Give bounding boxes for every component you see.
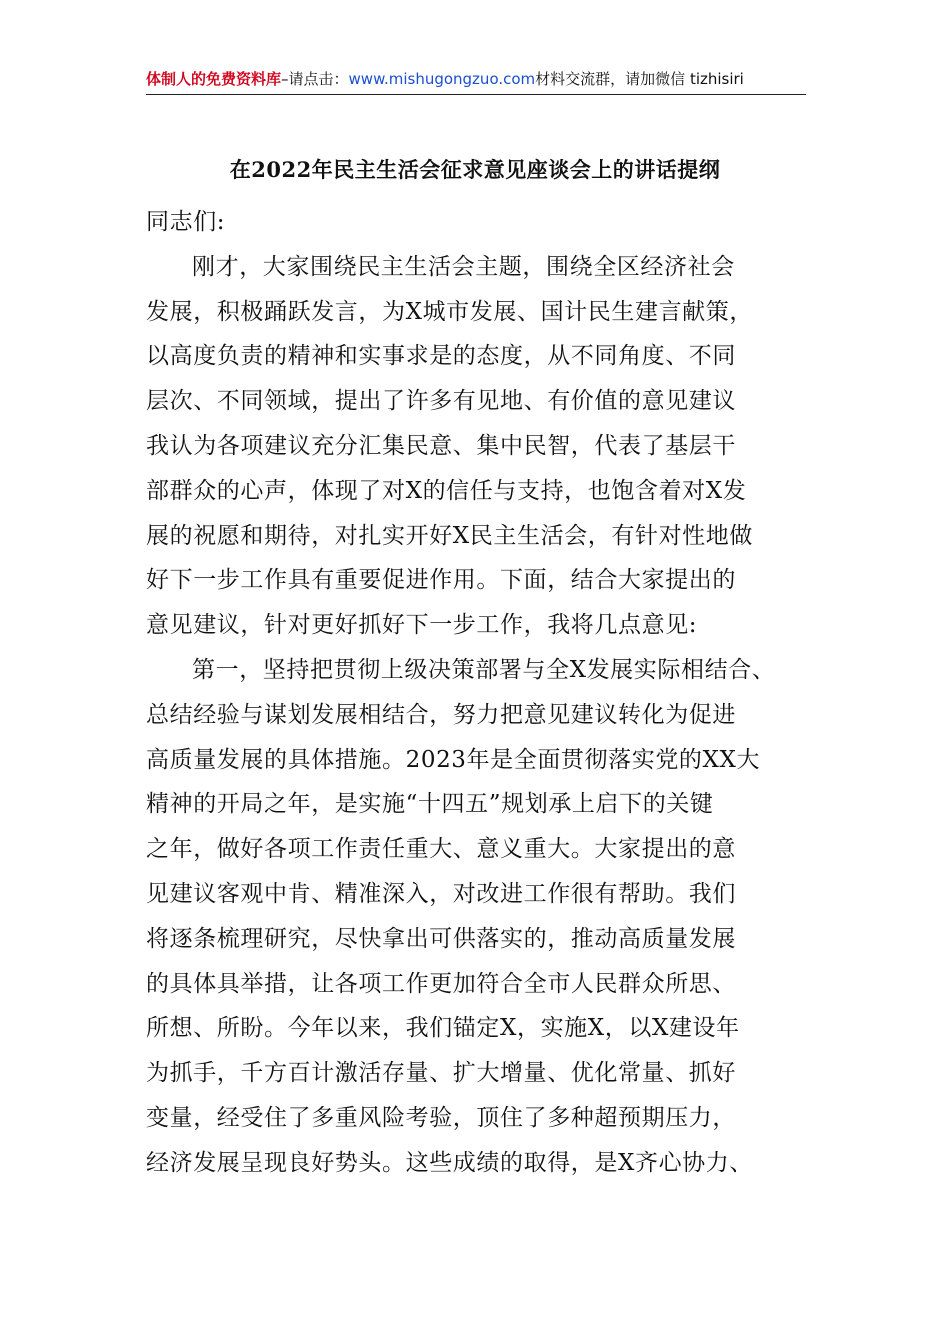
paragraph-line: 所想、所盼。今年以来，我们锚定X，实施X，以X建设年 [146,1015,740,1042]
header-prompt: –请点击： [281,70,349,88]
paragraph-line: 我认为各项建议充分汇集民意、集中民智，代表了基层干 [146,432,736,459]
paragraph-line: 变量，经受住了多重风险考验，顶住了多种超预期压力， [146,1104,736,1131]
header-brand: 体制人的免费资料库 [146,70,282,88]
header-note: 材料交流群，请加微信 tizhisiri [535,70,744,88]
paragraph-line: 高质量发展的具体措施。2023年是全面贯彻落实党的XX大 [146,746,761,773]
paragraph-line: 为抓手，千方百计激活存量、扩大增量、优化常量、抓好 [146,1060,736,1087]
paragraph-line: 展的祝愿和期待，对扎实开好X民主生活会，有针对性地做 [146,522,753,549]
paragraph-line: 第一，坚持把贯彻上级决策部署与全X发展实际相结合、 [192,656,776,683]
paragraph-line: 见建议客观中肯、精准深入，对改进工作很有帮助。我们 [146,880,736,907]
salutation: 同志们: [146,209,226,235]
paragraph-line: 部群众的心声，体现了对X的信任与支持，也饱含着对X发 [146,477,747,504]
paragraph-line: 精神的开局之年，是实施“十四五”规划承上启下的关键 [146,791,714,818]
paragraph-line: 发展，积极踊跃发言，为X城市发展、国计民生建言献策， [146,298,753,325]
paragraph-line: 意见建议，针对更好抓好下一步工作，我将几点意见: [146,612,698,639]
paragraph-line: 层次、不同领域，提出了许多有见地、有价值的意见建议 [146,388,736,415]
document-body [146,200,810,1186]
paragraph-line: 好下一步工作具有重要促进作用。下面，结合大家提出的 [146,567,736,594]
page-header [146,64,806,95]
paragraph-line: 经济发展呈现良好势头。这些成绩的取得，是X齐心协力、 [146,1149,753,1176]
paragraph-line: 的具体具举措，让各项工作更加符合全市人民群众所思、 [146,970,736,997]
paragraph-line: 将逐条梳理研究，尽快拿出可供落实的，推动高质量发展 [146,925,736,952]
paragraph-line: 刚才，大家围绕民主生活会主题，围绕全区经济社会 [192,253,735,280]
paragraph-line: 之年，做好各项工作责任重大、意义重大。大家提出的意 [146,836,736,863]
paragraph-line: 总结经验与谋划发展相结合，努力把意见建议转化为促进 [146,701,736,728]
paragraph-line: 以高度负责的精神和实事求是的态度，从不同角度、不同 [146,343,736,370]
document-title: 在2022年民主生活会征求意见座谈会上的讲话提纲 [229,157,721,182]
header-url-link[interactable]: www.mishugongzuo.com [348,70,536,88]
